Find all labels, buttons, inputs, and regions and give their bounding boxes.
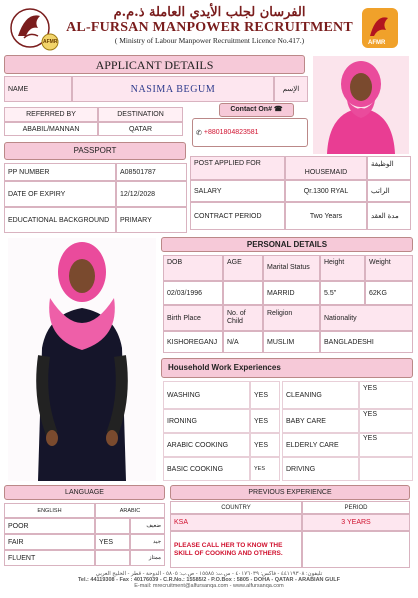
name-value: NASIMA BEGUM [72, 76, 274, 102]
exp-cleaning-value: YES [359, 381, 413, 409]
name-label: NAME [4, 76, 72, 102]
religion-label: Religion [263, 305, 320, 331]
nationality-label: Nationality [320, 305, 413, 331]
education-label: EDUCATIONAL BACKGROUND [4, 207, 116, 233]
pp-number-label: PP NUMBER [4, 163, 116, 181]
exp-driving-value [359, 457, 413, 481]
name-label-arabic: الإسم [274, 76, 308, 102]
children-value: N/A [223, 331, 263, 353]
lang-fluent-english [95, 550, 130, 566]
lang-poor-ar: ضعيف [130, 518, 165, 534]
contract-value: Two Years [285, 202, 367, 230]
licence-line: ( Ministry of Labour Manpower Recruitment Licence No.417.) [114, 36, 305, 45]
exp-baby-care-value: YES [359, 409, 413, 433]
company-name: AL-FURSAN MANPOWER RECRUITMENT [66, 20, 353, 35]
personal-details-title: PERSONAL DETAILS [161, 237, 413, 252]
lang-fair-english: YES [95, 534, 130, 550]
height-value: 5.5" [320, 281, 365, 305]
logo-right-text: AFMR [368, 40, 386, 46]
exp-basic-cooking-value: YES [250, 457, 280, 481]
marital-value: MARRID [263, 281, 320, 305]
household-title: Household Work Experiences [161, 358, 413, 378]
contact-on-label-box [219, 103, 294, 117]
weight-value: 62KG [365, 281, 413, 305]
lang-poor-label: POOR [4, 518, 95, 534]
footer [4, 571, 414, 596]
nationality-value: BANGLADESHI [320, 331, 413, 353]
exp-ironing-label: IRONING [163, 409, 250, 433]
birth-place-label: Birth Place [163, 305, 223, 331]
contact-value-box [192, 118, 308, 147]
lang-fluent-ar: ممتاز [130, 550, 165, 566]
religion-value: MUSLIM [263, 331, 320, 353]
prev-period-header: PERIOD [302, 501, 410, 514]
destination-label: DESTINATION [98, 107, 183, 122]
salary-label-arabic: الراتب [367, 180, 411, 202]
destination-value: QATAR [98, 122, 183, 136]
birth-place-value: KISHOREGANJ [163, 331, 223, 353]
logo-left-text: AFMR [43, 39, 58, 45]
expiry-label: DATE OF EXPIRY [4, 181, 116, 207]
dob-value: 02/03/1996 [163, 281, 223, 305]
height-label: Height [320, 255, 365, 281]
contract-label-arabic: مدة العقد [367, 202, 411, 230]
exp-ironing-value: YES [250, 409, 280, 433]
prev-note-empty [302, 531, 410, 568]
company-header [62, 5, 357, 45]
language-english-header: ENGLISH [4, 503, 95, 518]
footer-arabic: تليفون: ٤٤١١٩٣٠٨ - فاكس: ٤٠١٧٦٠٣٩ - س.ت: ١٥٥٨٥ - ص.ب: ٥٨٠٥ - الدوحة - قطر - الخليج العربي [95, 571, 323, 577]
applicant-photo-small [313, 56, 409, 154]
education-value: PRIMARY [116, 207, 187, 233]
contact-value: +8801804823581 [203, 129, 259, 136]
phone-small-icon: ✆ [196, 129, 202, 137]
lang-fair-ar: جيد [130, 534, 165, 550]
exp-elderly-care-value: YES [359, 433, 413, 457]
lang-poor-english [95, 518, 130, 534]
age-label: AGE [223, 255, 263, 281]
salary-value: Qr.1300 RYAL [285, 180, 367, 202]
previous-title: PREVIOUS EXPERIENCE [170, 485, 410, 500]
language-arabic-header: ARABIC [95, 503, 165, 518]
company-logo-left [8, 6, 60, 52]
lang-fair-label: FAIR [4, 534, 95, 550]
prev-country-value: KSA [170, 514, 302, 531]
phone-icon: ☎ [273, 106, 283, 113]
contact-label: Contact On# [230, 106, 272, 113]
pp-number-value: A08501787 [116, 163, 187, 181]
expiry-value: 12/12/2028 [116, 181, 187, 207]
prev-period-value: 3 YEARS [302, 514, 410, 531]
applicant-photo-full [8, 238, 156, 481]
company-logo-right [360, 6, 400, 52]
prev-note: PLEASE CALL HER TO KNOW THE SKILL OF COOKING AND OTHERS. [170, 531, 302, 568]
post-label-arabic: الوظيفة [367, 156, 411, 180]
exp-arabic-cooking-value: YES [250, 433, 280, 457]
exp-basic-cooking-label: BASIC COOKING [163, 457, 250, 481]
footer-email: E-mail: mrecruitment@alfursanqa.com - www.alfursanqa.com [134, 583, 284, 589]
footer-english: Tel.: 44119308 - Fax : 40176039 - C.R.No.: 15585/2 - P.O.Box : 5805 - DOHA - QATAR - ARABIAN GULF [77, 577, 341, 583]
company-arabic-name: الفرسان لجلب الأيدي العاملة ذ.م.م [113, 5, 306, 20]
applicant-details-title: APPLICANT DETAILS [4, 55, 305, 74]
exp-washing-label: WASHING [163, 381, 250, 409]
contract-label: CONTRACT PERIOD [190, 202, 285, 230]
language-title: LANGUAGE [4, 485, 165, 500]
exp-washing-value: YES [250, 381, 280, 409]
exp-elderly-care-label: ELDERLY CARE [282, 433, 359, 457]
post-value: HOUSEMAID [285, 156, 367, 180]
referred-by-label: REFERRED BY [4, 107, 98, 122]
exp-driving-label: DRIVING [282, 457, 359, 481]
exp-baby-care-label: BABY CARE [282, 409, 359, 433]
passport-title: PASSPORT [4, 142, 186, 160]
salary-label: SALARY [190, 180, 285, 202]
lang-fluent-label: FLUENT [4, 550, 95, 566]
age-value [223, 281, 263, 305]
exp-arabic-cooking-label: ARABIC COOKING [163, 433, 250, 457]
prev-country-header: COUNTRY [170, 501, 302, 514]
post-label: POST APPLIED FOR [190, 156, 285, 180]
weight-label: Weight [365, 255, 413, 281]
exp-cleaning-label: CLEANING [282, 381, 359, 409]
marital-label: Marital Status [263, 255, 320, 281]
referred-by-value: ABABIL/MANNAN [4, 122, 98, 136]
dob-label: DOB [163, 255, 223, 281]
children-label: No. of Child [223, 305, 263, 331]
